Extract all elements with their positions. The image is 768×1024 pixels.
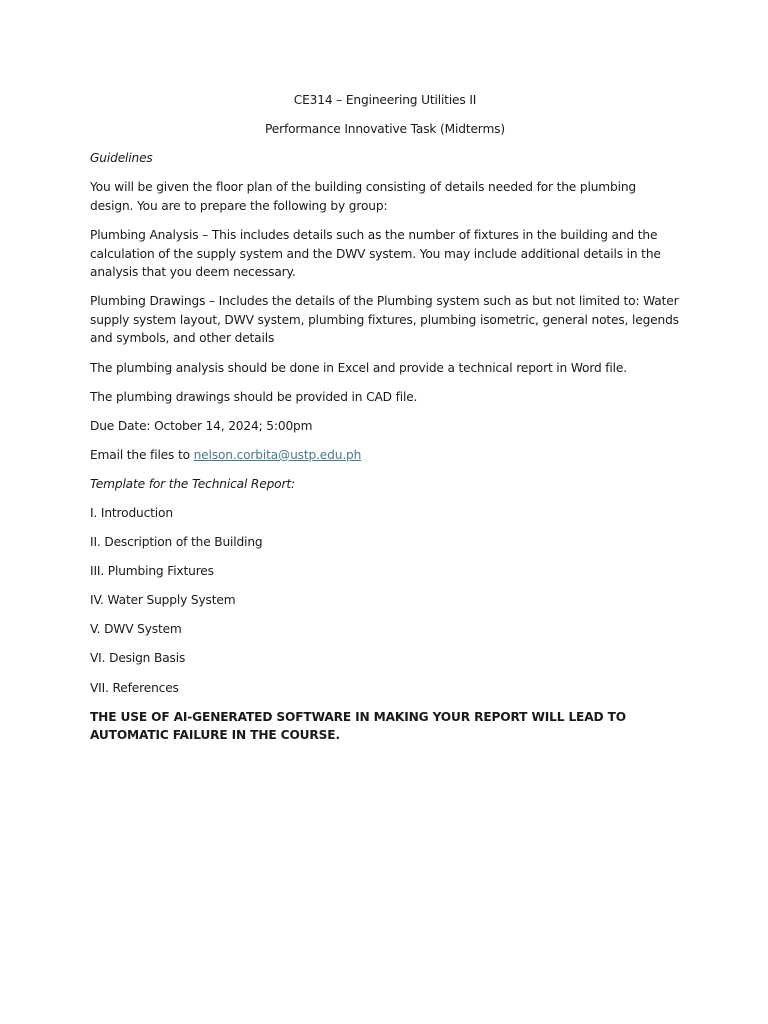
analysis-format-paragraph: The plumbing analysis should be done in Excel and provide a technical report in Word file. bbox=[90, 360, 627, 375]
document-page bbox=[90, 91, 680, 755]
email-line bbox=[90, 446, 680, 465]
outline-item: III. Plumbing Fixtures bbox=[90, 564, 214, 579]
outline-item: IV. Water Supply System bbox=[90, 593, 236, 608]
outline-item: VI. Design Basis bbox=[90, 651, 186, 666]
course-title: CE314 – Engineering Utilities II bbox=[293, 93, 477, 107]
drawings-format-paragraph: The plumbing drawings should be provided in CAD file. bbox=[90, 389, 418, 404]
intro-paragraph: You will be given the floor plan of the building consisting of details needed for the plumbing design. You are to prepare the following by group: bbox=[90, 180, 636, 213]
template-heading: Template for the Technical Report: bbox=[90, 476, 295, 491]
email-prefix: Email the files to bbox=[90, 447, 194, 462]
task-title: Performance Innovative Task (Midterms) bbox=[265, 122, 505, 137]
plumbing-analysis-paragraph: Plumbing Analysis – This includes details such as the number of fixtures in the building and the calculation of the supply system and the DWV system. You may include additional details in the analysis that you deem necessary. bbox=[90, 227, 661, 280]
outline-item: VII. References bbox=[90, 680, 179, 695]
outline-item: V. DWV System bbox=[90, 622, 182, 637]
guidelines-heading: Guidelines bbox=[90, 151, 153, 166]
plumbing-drawings-paragraph: Plumbing Drawings – Includes the details of the Plumbing system such as but not limited to: Water supply system layout, DWV system, plumbing fixtures, plumbing isometric, general notes, legends and symbols, and other details bbox=[90, 294, 679, 346]
ai-warning: THE USE OF AI-GENERATED SOFTWARE IN MAKING YOUR REPORT WILL LEAD TO AUTOMATIC FAILURE IN THE COURSE. bbox=[90, 709, 626, 743]
outline-item: I. Introduction bbox=[90, 506, 173, 520]
due-date: Due Date: October 14, 2024; 5:00pm bbox=[90, 418, 313, 433]
email-link[interactable]: nelson.corbita@ustp.edu.ph bbox=[193, 447, 362, 462]
outline-item: II. Description of the Building bbox=[90, 535, 263, 550]
